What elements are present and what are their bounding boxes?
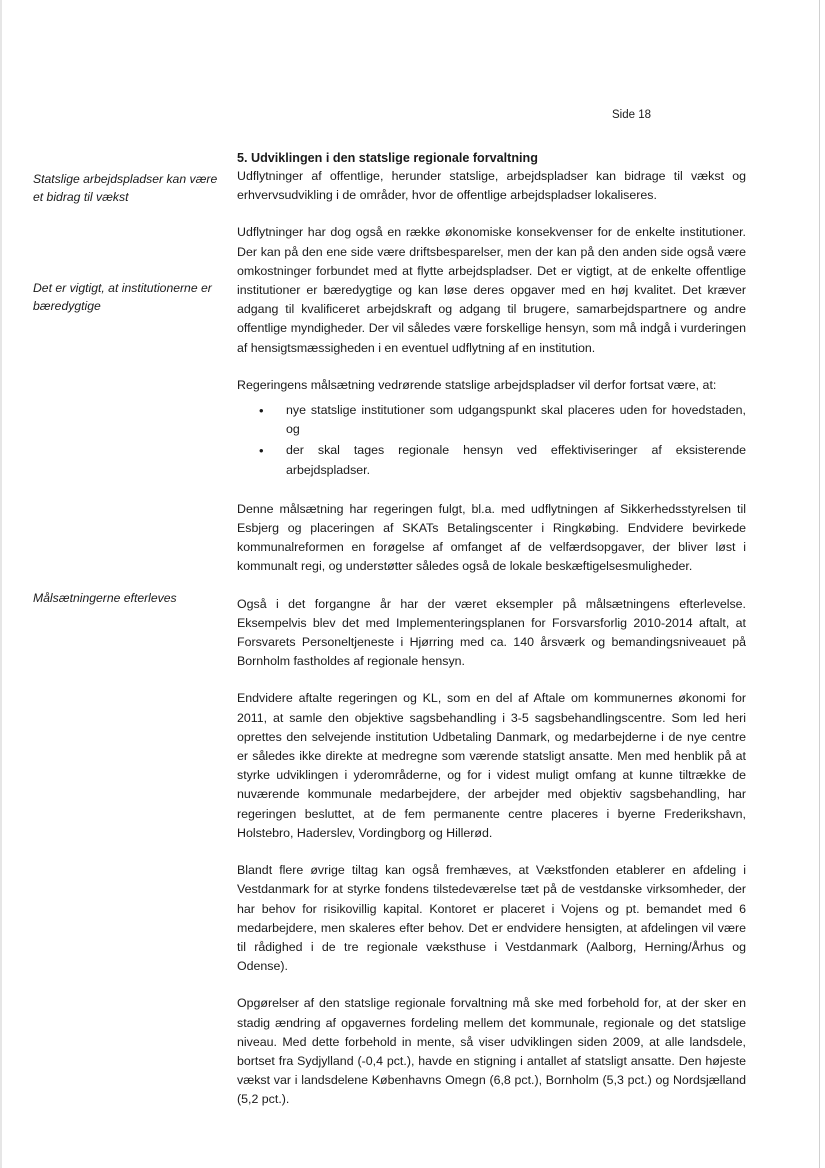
list-item-text: nye statslige institutioner som udgangspunkt skal placeres uden for hovedstaden, og <box>286 403 746 437</box>
paragraph: Blandt flere øvrige tiltag kan også fremhæves, at Vækstfonden etablerer en afdeling i Vestdanmark for at styrke fondens tilstedeværelse tæt på de vestdanske virksomheder, der har behov for risikovillig kapital. Kontoret er placeret i Vojens og pt. bemandet med 6 medarbejdere, men skaleres efter behov. Det er endvidere hensigten, at afdelingen vil være til rådighed i de tre regionale væksthuse i Vestdanmark (Aalborg, Herning/Århus og Odense). <box>237 863 746 974</box>
scan-edge-right <box>819 0 820 1168</box>
goal-list <box>237 401 746 480</box>
paragraph: Opgørelser af den statslige regionale forvaltning må ske med forbehold for, at der sker en stadig ændring af opgavernes fordeling mellem det kommunale, regionale og det statslige niveau. Med dette forbehold in mente, så viser udviklingen siden 2009, at alle landsdele, bortset fra Sydjylland (-0,4 pct.), havde en stigning i antallet af statsligt ansatte. Den højeste vækst var i landsdelene Københavns Omegn (6,8 pct.), Bornholm (5,3 pct.) og Nordsjælland (5,2 pct.). <box>237 996 746 1107</box>
bullet-icon: • <box>259 403 264 419</box>
paragraph: Udflytninger af offentlige, herunder statslige, arbejdspladser kan bidrage til vækst og erhvervsudvikling i de områder, hvor de offentlige arbejdspladser lokaliseres. <box>237 169 746 203</box>
section-heading: 5. Udviklingen i den statslige regionale forvaltning <box>237 151 538 165</box>
list-item <box>237 401 746 439</box>
paragraph: Endvidere aftalte regeringen og KL, som en del af Aftale om kommunernes økonomi for 2011, at samle den objektive sagsbehandling i 3-5 sagsbehandlingscentre. Som led heri oprettes den selvejende institution Udbetaling Danmark, og medarbejderne i de nye centre er således ikke direkte at medregne som værende statsligt ansatte. Men med henblik på at styrke udviklingen i yderområderne, og for i videst muligt omfang at kunne tiltrække de nuværende kommunale medarbejdere, der arbejder med objektiv sagsbehandling, har regeringen besluttet, at de fem permanente centre placeres i byerne Frederikshavn, Holstebro, Haderslev, Vordingborg og Hillerød. <box>237 691 746 840</box>
paragraph: Også i det forgangne år har der været eksempler på målsætningens efterlevelse. Eksempelvis blev det med Implementeringsplanen for Forsvarsforlig 2010-2014 aftalt, at Forsvarets Personeltjeneste i Hjørring med ca. 140 årsværk og bemandingsniveauet på Bornholm fastholdes af regionale hensyn. <box>237 596 746 669</box>
main-text-column <box>237 150 746 1128</box>
list-item <box>237 441 746 479</box>
page-number: Side 18 <box>612 109 652 121</box>
margin-note-vaekst: Statslige arbejdspladser kan være et bidrag til vækst <box>33 172 218 204</box>
paragraph: Denne målsætning har regeringen fulgt, bl.a. med udflytningen af Sikkerhedsstyrelsen til Esbjerg og placeringen af SKATs Betalingscenter i Ringkøbing. Endvidere bevirkede kommunalreformen en forøgelse af omfanget af de velfærdsopgaver, der bliver løst i kommunalt regi, og understøtter således også de lokale beskæftigelsesmuligheder. <box>237 501 746 574</box>
paragraph: Regeringens målsætning vedrørende statslige arbejdspladser vil derfor fortsat være, at: <box>237 377 717 392</box>
list-item-text: der skal tages regionale hensyn ved effektiviseringer af eksisterende arbejdspladser. <box>286 443 746 477</box>
scan-edge-left <box>0 0 2 1168</box>
margin-note-baeredygtige: Det er vigtigt, at institutionerne er bæredygtige <box>33 281 212 313</box>
bullet-icon: • <box>259 443 264 459</box>
paragraph: Udflytninger har dog også en række økonomiske konsekvenser for de enkelte institutioner. Der kan på den ene side være driftsbesparelser, men der kan på den anden side også være omkostninger forbundet med at flytte arbejdspladser. Det er vigtigt, at de enkelte offentlige institutioner er bæredygtige og kan løse deres opgaver med en høj kvalitet. Det kræver adgang til kvalificeret arbejdskraft og adgang til brugere, samarbejdspartnere og andre offentlige myndigheder. Der vil således være forskellige hensyn, som må indgå i vurderingen af hensigtsmæssigheden i en eventuel udflytning af en institution. <box>237 225 746 355</box>
margin-note-efterleves: Målsætningerne efterleves <box>33 591 177 605</box>
